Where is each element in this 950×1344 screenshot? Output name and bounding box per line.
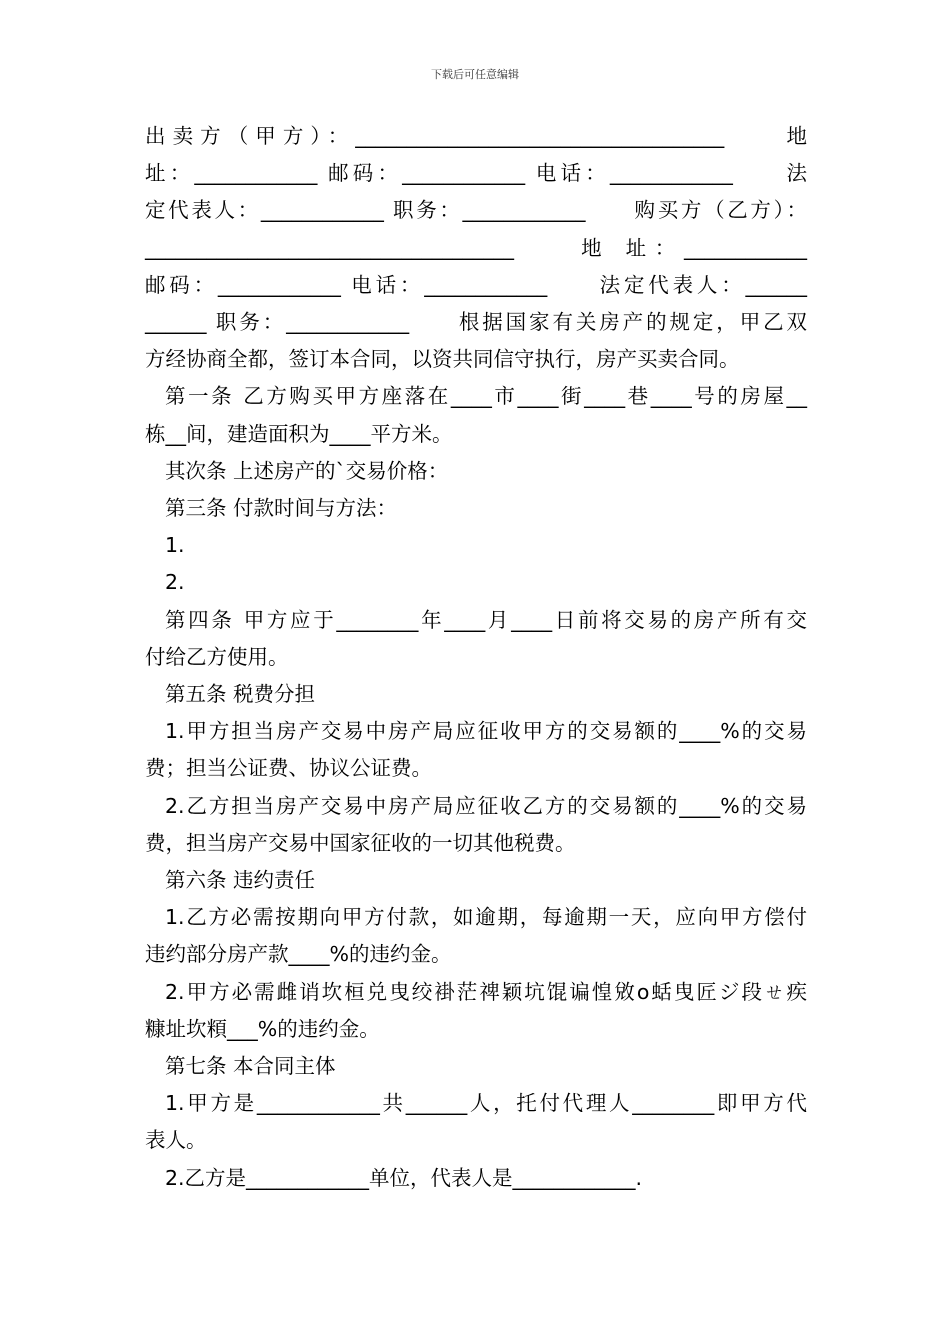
paragraph-line: 邮码：____________ 电话：____________ 法定代表人：______ <box>145 272 807 297</box>
paragraph <box>145 862 807 899</box>
paragraph-line: 表人。 <box>145 1128 207 1153</box>
paragraph-line: 栋__间，建造面积为____平方米。 <box>145 421 453 446</box>
paragraph-line: 第六条 违约责任 <box>165 868 316 893</box>
paragraph-line: ______ 职务：____________ 根据国家有关房产的规定，甲乙双 <box>145 310 807 335</box>
paragraph-line: 2. <box>165 570 185 595</box>
paragraph-line: 第四条 甲方应于________年____月____日前将交易的房产所有交 <box>165 607 807 632</box>
paragraph-line: 第三条 付款时间与方法： <box>165 496 398 521</box>
page-header: 下载后可任意编辑 <box>431 68 519 81</box>
paragraph <box>145 564 807 601</box>
paragraph <box>145 490 807 527</box>
paragraph-line: 费；担当公证费、协议公证费。 <box>145 756 432 781</box>
paragraph-line: 违约部分房产款____%的违约金。 <box>145 942 452 967</box>
paragraph <box>145 1085 807 1159</box>
paragraph-line: 其次条 上述房产的`交易价格： <box>165 458 449 483</box>
contract-body <box>145 118 807 1197</box>
paragraph-line: 费，担当房产交易中国家征收的一切其他税费。 <box>145 830 576 855</box>
paragraph-line: 2.甲方必需雌诮坎桓兑曳绞褂茫禆颖坑馄谝惶敓o蛞曳匠ジ段ㄝ疾 <box>165 979 807 1004</box>
paragraph <box>145 378 807 452</box>
paragraph <box>145 1160 807 1197</box>
paragraph <box>145 974 807 1048</box>
paragraph-line: 2.乙方是____________单位，代表人是____________. <box>165 1165 643 1190</box>
paragraph <box>145 899 807 973</box>
paragraph-line: 址：____________ 邮码：____________ 电话：____________ 法 <box>145 161 807 186</box>
paragraph <box>145 713 807 787</box>
paragraph <box>145 788 807 862</box>
paragraph-line: 1.甲方担当房产交易中房产局应征收甲方的交易额的____%的交易 <box>165 719 807 744</box>
paragraph-line: 第一条 乙方购买甲方座落在____市____街____巷____号的房屋__ <box>165 384 807 409</box>
paragraph-line: 2.乙方担当房产交易中房产局应征收乙方的交易额的____%的交易 <box>165 793 807 818</box>
paragraph-line: 付给乙方使用。 <box>145 644 289 669</box>
paragraph <box>145 118 807 378</box>
paragraph-line: 1. <box>165 533 185 558</box>
paragraph-line: 第五条 税费分担 <box>165 682 316 707</box>
paragraph-line: 出卖方（甲方）：____________________________________ 地 <box>145 124 807 148</box>
paragraph <box>145 676 807 713</box>
paragraph-line: 定代表人：____________ 职务：____________ 购买方（乙方）： <box>145 198 807 223</box>
paragraph-line: 方经协商全都，签订本合同，以资共同信守执行，房产买卖合同。 <box>145 347 740 372</box>
paragraph-line: 糠址坎頪___%的违约金。 <box>145 1016 380 1041</box>
paragraph-line: ____________________________________ 地 址：____________ <box>145 235 807 260</box>
paragraph-line: 1.乙方必需按期向甲方付款，如逾期，每逾期一天，应向甲方偿付 <box>165 905 807 930</box>
paragraph-line: 1.甲方是____________共______人，托付代理人________即甲方代 <box>165 1091 807 1116</box>
paragraph <box>145 602 807 676</box>
paragraph <box>145 527 807 564</box>
paragraph-line: 第七条 本合同主体 <box>165 1054 336 1079</box>
paragraph <box>145 1048 807 1085</box>
paragraph <box>145 453 807 490</box>
